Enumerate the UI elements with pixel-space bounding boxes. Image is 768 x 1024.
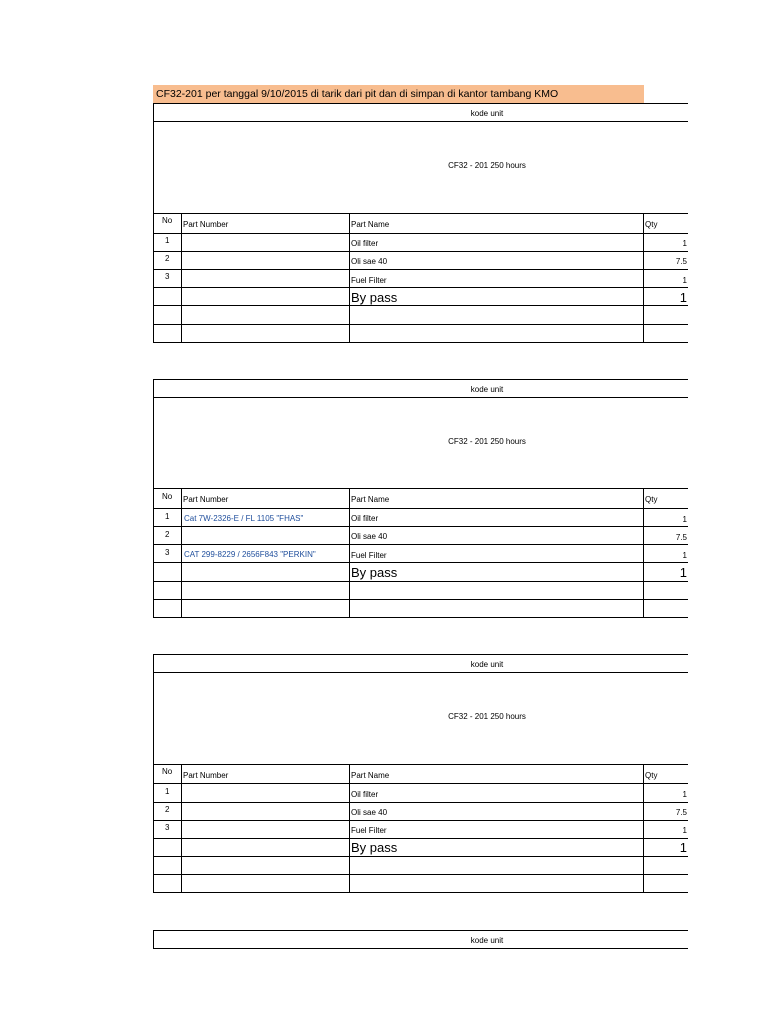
row-part-name: Oil filter <box>351 514 379 523</box>
maintenance-table <box>153 654 688 894</box>
column-header-qty: Qty <box>645 771 658 780</box>
row-no: 1 <box>165 787 170 796</box>
row-part-name: Oli sae 40 <box>351 257 388 266</box>
column-header-part-number: Part Number <box>183 495 229 504</box>
kode-unit-label: kode unit <box>470 660 504 669</box>
row-part-name: Oil filter <box>351 790 379 799</box>
row-no: 3 <box>165 272 170 281</box>
column-header-qty: Qty <box>645 220 658 229</box>
column-header-part-number: Part Number <box>183 771 229 780</box>
row-qty: 7.5 <box>675 533 687 542</box>
maintenance-table <box>153 103 688 343</box>
sheet-title: CF32-201 per tanggal 9/10/2015 di tarik dari pit dan di simpan di kantor tambang KMO <box>153 85 644 103</box>
row-no: 3 <box>165 548 170 557</box>
row-qty: 7.5 <box>675 808 687 817</box>
maintenance-table <box>153 930 688 949</box>
column-header-no: No <box>162 767 173 776</box>
kode-unit-label: kode unit <box>470 385 504 394</box>
row-no: 1 <box>165 236 170 245</box>
row-part-name: Fuel Filter <box>351 551 387 560</box>
row-part-name: Oli sae 40 <box>351 532 388 541</box>
kode-unit-label: kode unit <box>470 936 504 945</box>
row-no: 2 <box>165 254 170 263</box>
row-no: 2 <box>165 530 170 539</box>
row-part-name: Fuel Filter <box>351 276 387 285</box>
row-part-name: By pass <box>351 565 398 580</box>
row-part-name: By pass <box>351 290 398 305</box>
column-header-no: No <box>162 216 173 225</box>
column-header-no: No <box>162 492 173 501</box>
row-no: 1 <box>165 512 170 521</box>
row-qty: 1 <box>679 840 687 855</box>
row-part-number: Cat 7W-2326-E / FL 1105 "FHAS" <box>184 514 304 523</box>
row-part-number: CAT 299-8229 / 2656F843 "PERKIN" <box>184 550 316 559</box>
column-header-part-name: Part Name <box>351 771 390 780</box>
column-header-part-name: Part Name <box>351 220 390 229</box>
row-qty: 1 <box>679 290 687 305</box>
row-qty: 1 <box>682 551 687 560</box>
row-qty: 1 <box>682 790 687 799</box>
column-header-qty: Qty <box>645 495 658 504</box>
row-qty: 7.5 <box>675 257 687 266</box>
unit-description: CF32 - 201 250 hours <box>448 712 526 721</box>
row-part-name: Oli sae 40 <box>351 808 388 817</box>
row-no: 3 <box>165 823 170 832</box>
row-qty: 1 <box>682 276 687 285</box>
maintenance-table <box>153 379 688 619</box>
row-qty: 1 <box>682 826 687 835</box>
row-part-name: By pass <box>351 840 398 855</box>
unit-description: CF32 - 201 250 hours <box>448 437 526 446</box>
row-qty: 1 <box>679 565 687 580</box>
kode-unit-label: kode unit <box>470 109 504 118</box>
row-qty: 1 <box>682 239 687 248</box>
column-header-part-number: Part Number <box>183 220 229 229</box>
row-part-name: Oil filter <box>351 239 379 248</box>
row-no: 2 <box>165 805 170 814</box>
row-part-name: Fuel Filter <box>351 826 387 835</box>
column-header-part-name: Part Name <box>351 495 390 504</box>
row-qty: 1 <box>682 515 687 524</box>
unit-description: CF32 - 201 250 hours <box>448 161 526 170</box>
